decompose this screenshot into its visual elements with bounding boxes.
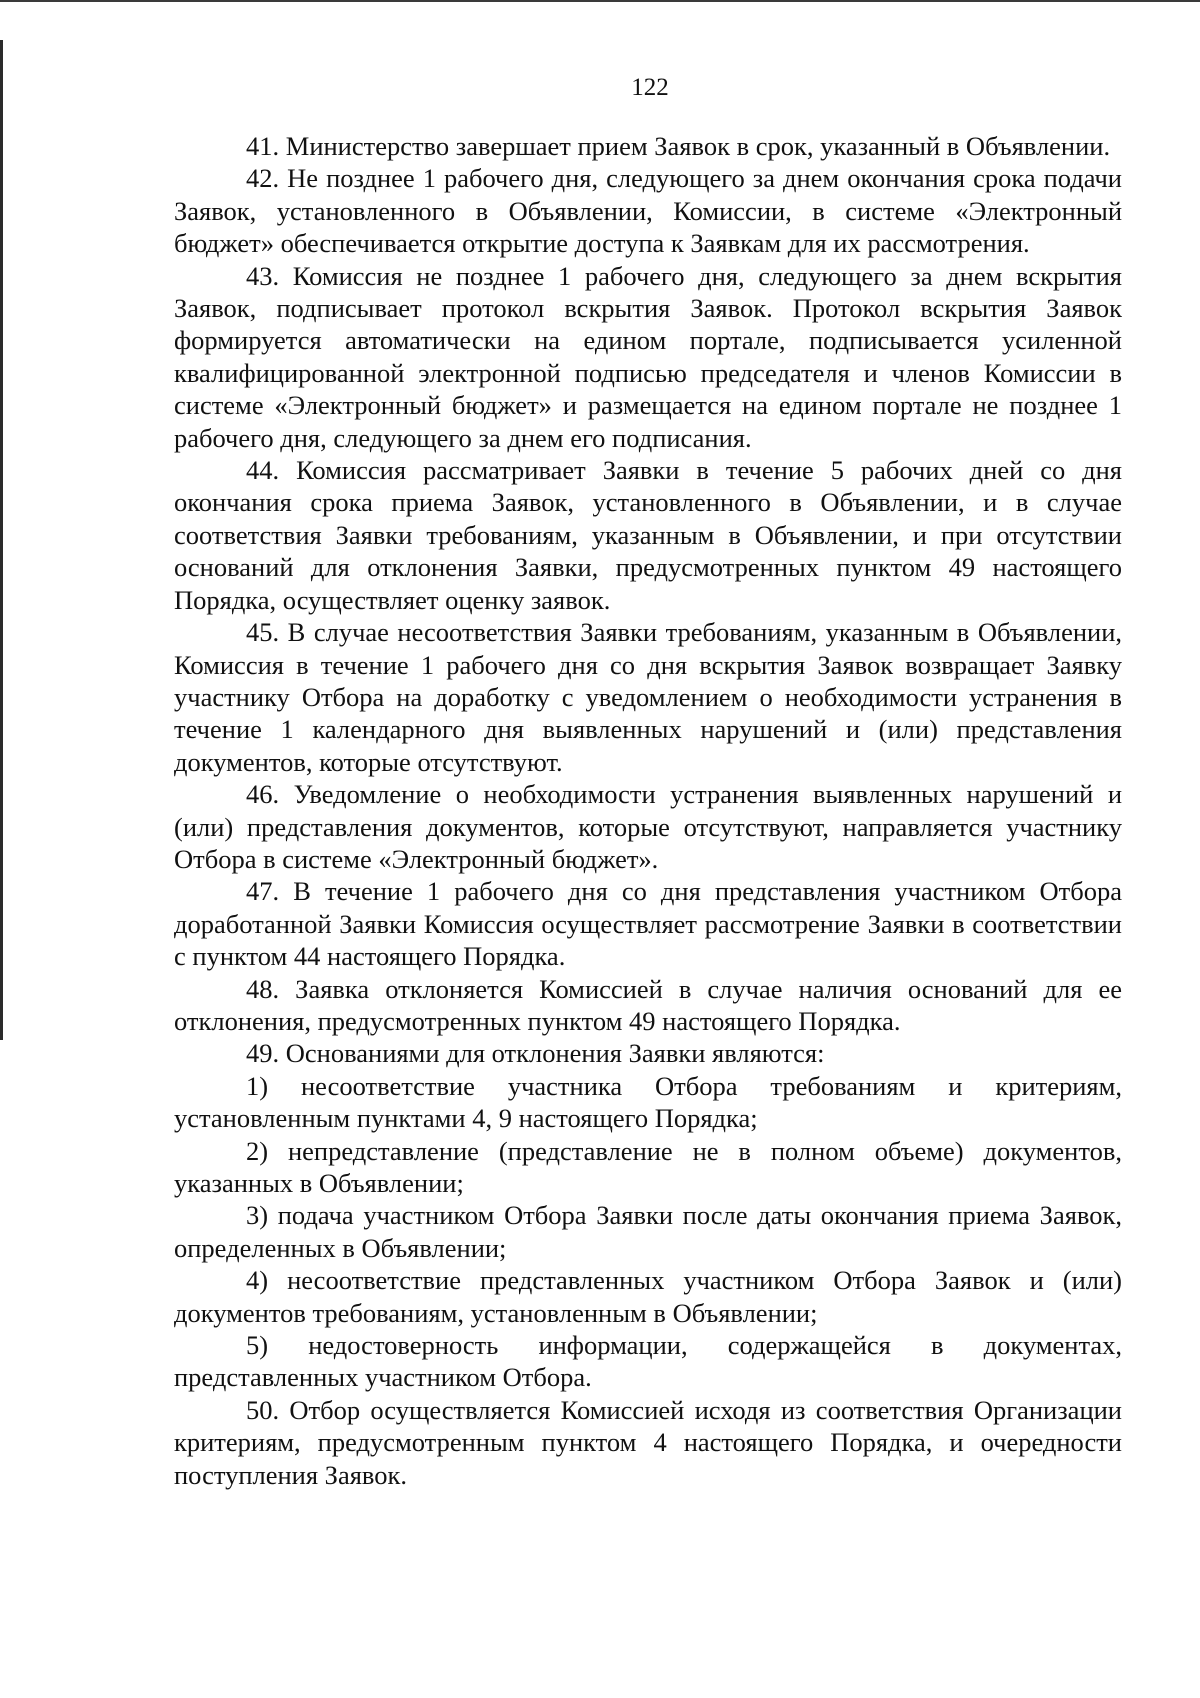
list-item-1: 1) несоответствие участника Отбора требованиям и критериям, установленным пунктами 4, 9 настоящего Порядка;	[174, 1070, 1122, 1134]
list-item-4: 4) несоответствие представленных участником Отбора Заявок и (или) документов требованиям, установленным в Объявлении;	[174, 1265, 1122, 1328]
paragraph-44: 44. Комиссия рассматривает Заявки в течение 5 рабочих дней со дня окончания срока приема Заявок, установленного в Объявлении, и в случае соответствия Заявки требованиям, указанным в Объявлении, и при отсутствии оснований для отклонения Заявки, предусмотренных пунктом 49 настоящего Порядка, осуществляет оценку заявок.	[174, 455, 1122, 615]
list-item-2: 2) непредставление (представление не в полном объеме) документов, указанных в Объявлении;	[174, 1135, 1122, 1198]
paragraph-41: 41. Министерство завершает прием Заявок в срок, указанный в Объявлении.	[246, 131, 1111, 161]
scan-edge-left	[0, 40, 3, 1040]
paragraph-42: 42. Не позднее 1 рабочего дня, следующего за днем окончания срока подачи Заявок, установленного в Объявлении, Комиссии, в системе «Электронный бюджет» обеспечивается открытие доступа к Заявкам для их рассмотрения.	[174, 163, 1122, 259]
list-item-5: 5) недостоверность информации, содержащейся в документах, представленных участником Отбора.	[174, 1330, 1122, 1393]
list-item-3: 3) подача участником Отбора Заявки после даты окончания приема Заявок, определенных в Объявлении;	[174, 1200, 1122, 1263]
paragraph-46: 46. Уведомление о необходимости устранения выявленных нарушений и (или) представления документов, которые отсутствуют, направляется участнику Отбора в системе «Электронный бюджет».	[174, 779, 1122, 874]
page-number: 122	[631, 74, 669, 101]
paragraph-43: 43. Комиссия не позднее 1 рабочего дня, следующего за днем вскрытия Заявок, подписывает протокол вскрытия Заявок. Протокол вскрытия Заявок формируется автоматически на едином портале, подписывается усиленной квалифицированной электронной подписью председателя и членов Комиссии в системе «Электронный бюджет» и размещается на едином портале не позднее 1 рабочего дня, следующего за днем его подписания.	[174, 260, 1122, 453]
paragraph-45: 45. В случае несоответствия Заявки требованиям, указанным в Объявлении, Комиссия в течение 1 рабочего дня со дня вскрытия Заявок возвращает Заявку участнику Отбора на доработку с уведомлением о необходимости устранения в течение 1 календарного дня выявленных нарушений и (или) представления документов, которые отсутствуют.	[174, 617, 1122, 777]
document-body	[174, 130, 1122, 1491]
paragraph-48: 48. Заявка отклоняется Комиссией в случае наличия оснований для ее отклонения, предусмотренных пунктом 49 настоящего Порядка.	[174, 973, 1122, 1036]
paragraph-49: 49. Основаниями для отклонения Заявки являются:	[246, 1038, 825, 1069]
paragraph-47: 47. В течение 1 рабочего дня со дня представления участником Отбора доработанной Заявки Комиссия осуществляет рассмотрение Заявки в соответствии с пунктом 44 настоящего Порядка.	[174, 876, 1122, 972]
paragraph-50: 50. Отбор осуществляется Комиссией исходя из соответствия Организации критериям, предусмотренным пунктом 4 настоящего Порядка, и очередности поступления Заявок.	[174, 1394, 1122, 1490]
scan-edge-top	[0, 0, 1200, 2]
